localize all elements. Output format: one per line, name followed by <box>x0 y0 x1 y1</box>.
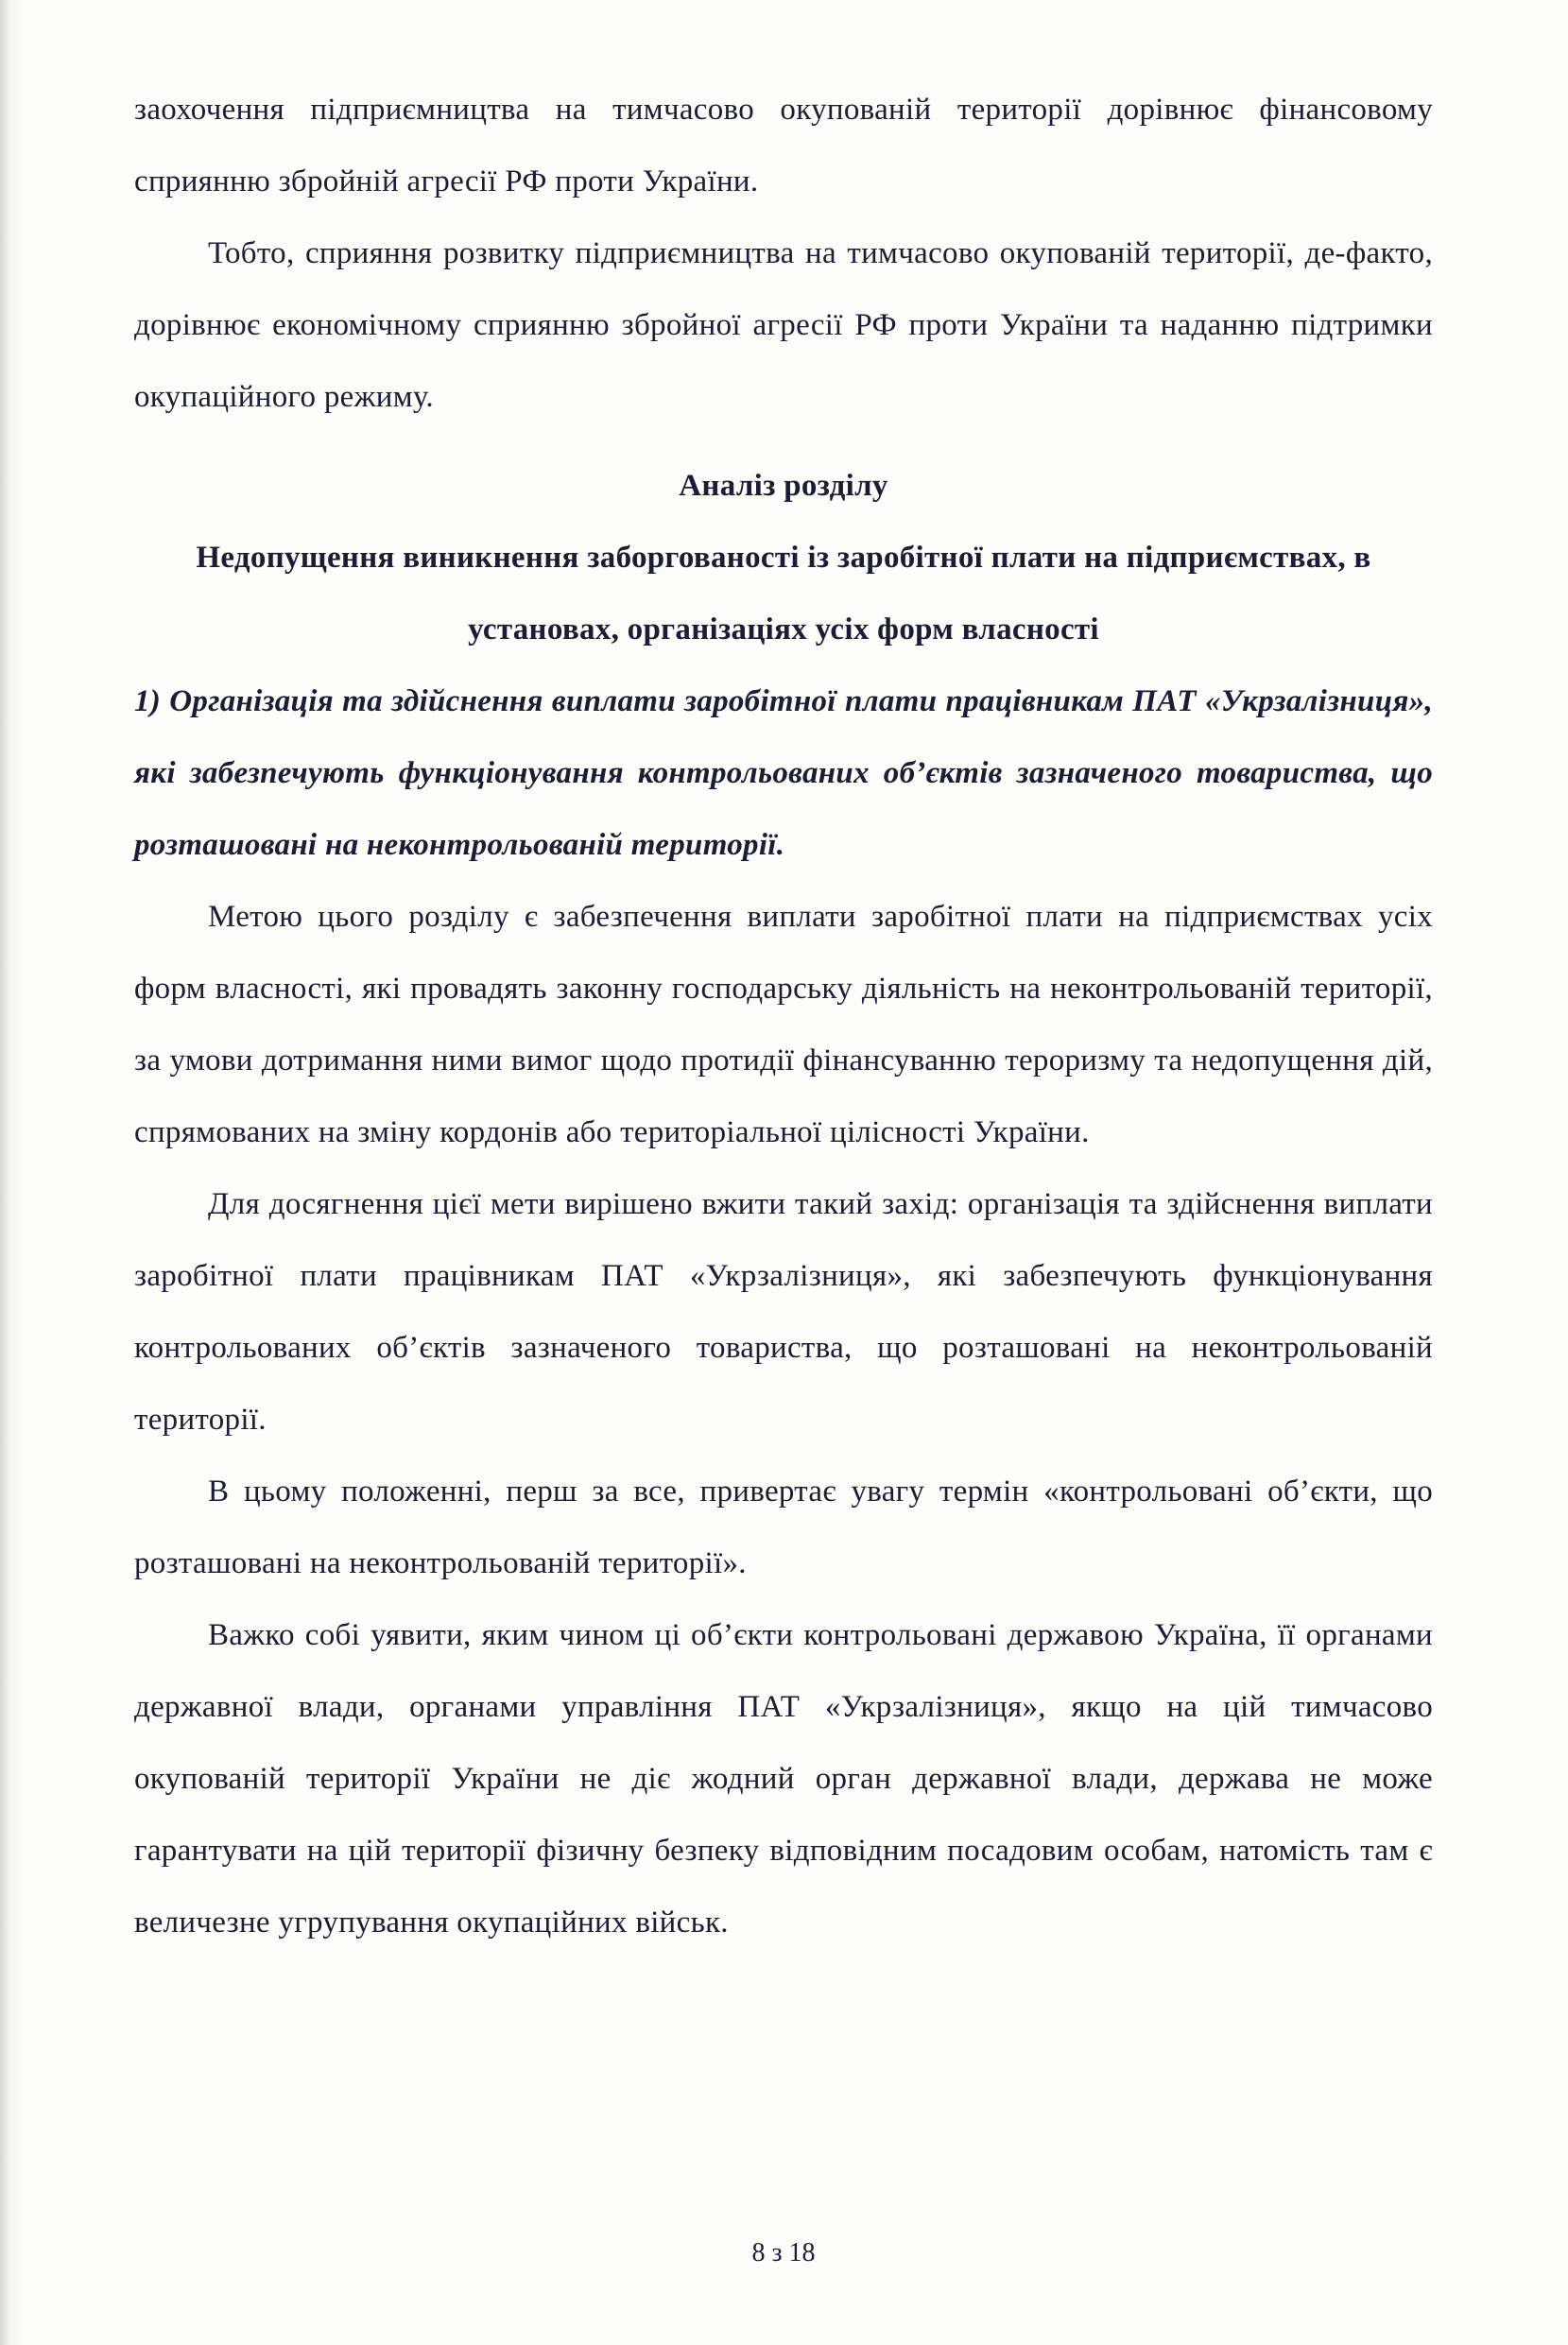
page-number: 8 з 18 <box>751 2238 816 2267</box>
paragraph: Для досягнення цієї мети вирішено вжити такий захід: організація та здійснення виплати заробітної плати працівникам ПАТ «Укрзалізниця», які забезпечують функціонування контрольованих об’єктів зазначеного товариства, що розташовані на неконтрольованій території. <box>134 1187 1433 1437</box>
paragraph-continuation: заохочення підприємництва на тимчасово окупованій території дорівнює фінансовому сприянню збройній агресії РФ проти України. <box>134 93 1433 198</box>
numbered-item-1: 1) Організація та здійснення виплати заробітної плати працівникам ПАТ «Укрзалізниця», які забезпечують функціонування контрольованих об’єктів зазначеного товариства, що розташовані на неконтрольованій території. <box>134 684 1433 862</box>
paragraph: Метою цього розділу є забезпечення виплати заробітної плати на підприємствах усіх форм власності, які провадять законну господарську діяльність на неконтрольованій території, за умови дотримання ними вимог щодо протидії фінансуванню тероризму та недопущення дій, спрямованих на зміну кордонів або територіальної цілісності України. <box>134 900 1433 1149</box>
section-heading-analysis: Аналіз розділу <box>679 469 888 503</box>
paragraph: Важко собі уявити, яким чином ці об’єкти контрольовані державою Україна, її органами державної влади, органами управління ПАТ «Укрзалізниця», якщо на цій тимчасово окупованій території України не діє жодний орган державної влади, держава не може гарантувати на цій території фізичну безпеку відповідним посадовим особам, натомість там є величезне угрупування окупаційних військ. <box>134 1618 1433 1940</box>
paragraph: В цьому положенні, перш за все, привертає увагу термін «контрольовані об’єкти, що розташовані на неконтрольованій території». <box>134 1474 1433 1580</box>
document-body <box>134 74 1433 1958</box>
paragraph: Тобто, сприяння розвитку підприємництва на тимчасово окупованій території, де-факто, дорівнює економічному сприянню збройної агресії РФ проти України та наданню підтримки окупаційного режиму. <box>134 236 1433 414</box>
section-heading-title: Недопущення виникнення заборгованості із заробітної плати на підприємствах, в установах, організаціях усіх форм власності <box>196 541 1371 647</box>
